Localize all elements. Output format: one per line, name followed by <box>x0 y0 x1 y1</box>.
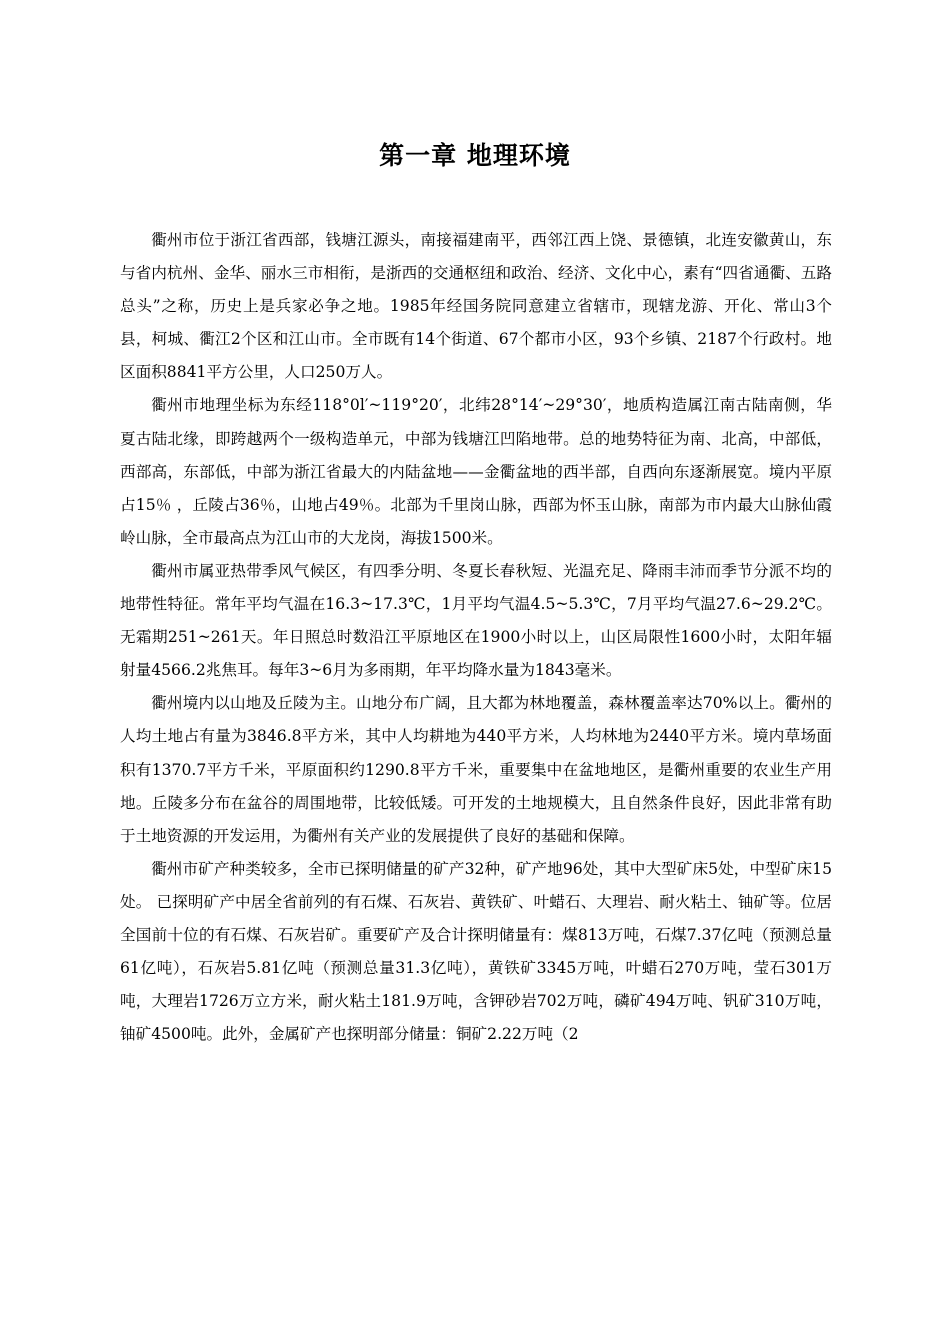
body-text <box>120 224 832 1051</box>
paragraph-geography: 衢州市地理坐标为东经118°0l′~119°20′，北纬28°14′~29°30′，地质构造属江南古陆南侧，华夏古陆北缘，即跨越两个一级构造单元，中部为钱塘江凹陷地带。总的地势特征为南、北高，中部低，西部高，东部低，中部为浙江省最大的内陆盆地——金衢盆地的西半部，自西向东逐渐展宽。境内平原占15％ ，丘陵占36％，山地占49％。北部为千里岗山脉，西部为怀玉山脉，南部为市内最大山脉仙霞岭山脉，全市最高点为江山市的大龙岗，海拔1500米。 <box>120 396 832 547</box>
paragraph-location: 衢州市位于浙江省西部，钱塘江源头，南接福建南平，西邻江西上饶、景德镇，北连安徽黄山，东与省内杭州、金华、丽水三市相衔，是浙西的交通枢纽和政治、经济、文化中心，素有“四省通衢、五路总头”之称，历史上是兵家必争之地。1985年经国务院同意建立省辖市，现辖龙游、开化、常山3个县，柯城、衢江2个区和江山市。全市既有14个街道、67个都市小区，93个乡镇、2187个行政村。地区面积8841平方公里，人口250万人。 <box>120 231 832 382</box>
chapter-title: 第一章 地理环境 <box>379 141 571 170</box>
paragraph-land: 衢州境内以山地及丘陵为主。山地分布广阔，且大都为林地覆盖，森林覆盖率达70%以上。衢州的人均土地占有量为3846.8平方米，其中人均耕地为440平方米，人均林地为2440平方米。境内草场面积有1370.7平方千米，平原面积约1290.8平方千米，重要集中在盆地地区，是衢州重要的农业生产用地。丘陵多分布在盆谷的周围地带，比较低矮。可开发的土地规模大，且自然条件良好，因此非常有助于土地资源的开发运用，为衢州有关产业的发展提供了良好的基础和保障。 <box>120 694 832 845</box>
paragraph-climate: 衢州市属亚热带季风气候区，有四季分明、冬夏长春秋短、光温充足、降雨丰沛而季节分派不均的地带性特征。常年平均气温在16.3~17.3℃，1月平均气温4.5~5.3℃，7月平均气温27.6~29.2℃。无霜期251~261天。年日照总时数沿江平原地区在1900小时以上，山区局限性1600小时，太阳年辐射量4566.2兆焦耳。每年3~6月为多雨期，年平均降水量为1843毫米。 <box>120 561 832 680</box>
paragraph-minerals: 衢州市矿产种类较多，全市已探明储量的矿产32种，矿产地96处，其中大型矿床5处，中型矿床15处。 已探明矿产中居全省前列的有石煤、石灰岩、黄铁矿、叶蜡石、大理岩、耐火粘土、铀矿等。位居全国前十位的有石煤、石灰岩矿。重要矿产及合计探明储量有：煤813万吨，石煤7.37亿吨（预测总量61亿吨），石灰岩5.81亿吨（预测总量31.3亿吨），黄铁矿3345万吨，叶蜡石270万吨，莹石301万吨，大理岩1726万立方米，耐火粘土181.9万吨，含钾砂岩702万吨，磷矿494万吨、钒矿310万吨，铀矿4500吨。此外，金属矿产也探明部分储量：铜矿2.22万吨（2 <box>120 859 832 1044</box>
